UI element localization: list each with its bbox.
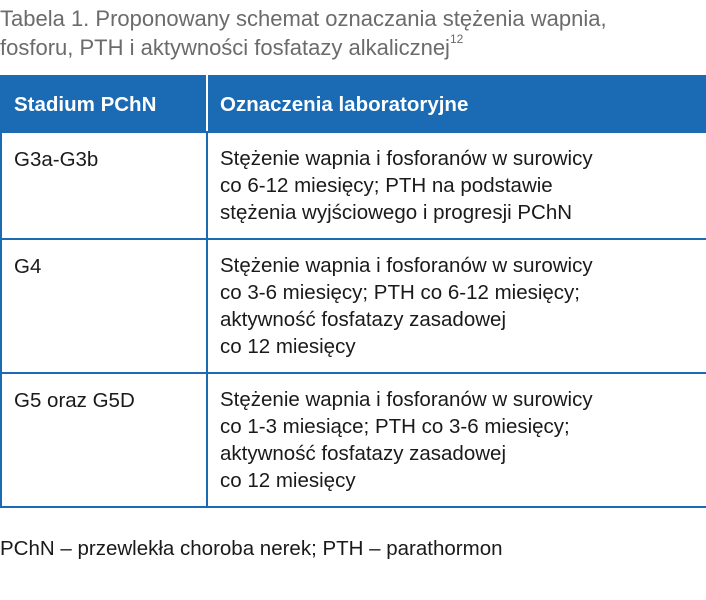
stage-cell: G4 — [1, 239, 207, 373]
caption-full-text — [0, 0, 1, 1]
table-row — [1, 239, 706, 373]
abbreviations-footnote: PChN – przewlekła choroba nerek; PTH – parathormon — [0, 537, 503, 560]
stage-cell: G5 oraz G5D — [1, 373, 207, 507]
tests-cell: Stężenie wapnia i fosforanów w surowicy co 1-3 miesiące; PTH co 3-6 miesięcy; aktywność fosfatazy zasadowej co 12 miesięcy — [207, 373, 706, 507]
table-header-row — [1, 76, 706, 132]
header-laboratory-tests: Oznaczenia laboratoryjne — [207, 76, 706, 132]
header-stage: Stadium PChN — [1, 76, 207, 132]
tests-cell: Stężenie wapnia i fosforanów w surowicy co 6-12 miesięcy; PTH na podstawie stężenia wyjściowego i progresji PChN — [207, 132, 706, 239]
stage-cell: G3a-G3b — [1, 132, 207, 239]
table-row — [1, 373, 706, 507]
laboratory-schedule-table — [0, 75, 706, 508]
tests-cell: Stężenie wapnia i fosforanów w surowicy co 3-6 miesięcy; PTH co 6-12 miesięcy; aktywność fosfatazy zasadowej co 12 miesięcy — [207, 239, 706, 373]
table-row — [1, 132, 706, 239]
table-caption — [0, 4, 700, 62]
caption-line-1: Tabela 1. Proponowany schemat oznaczania stężenia wapnia, — [0, 6, 607, 31]
reference-superscript: 12 — [449, 31, 464, 46]
caption-line-2: fosforu, PTH i aktywności fosfatazy alkalicznej — [0, 35, 450, 60]
